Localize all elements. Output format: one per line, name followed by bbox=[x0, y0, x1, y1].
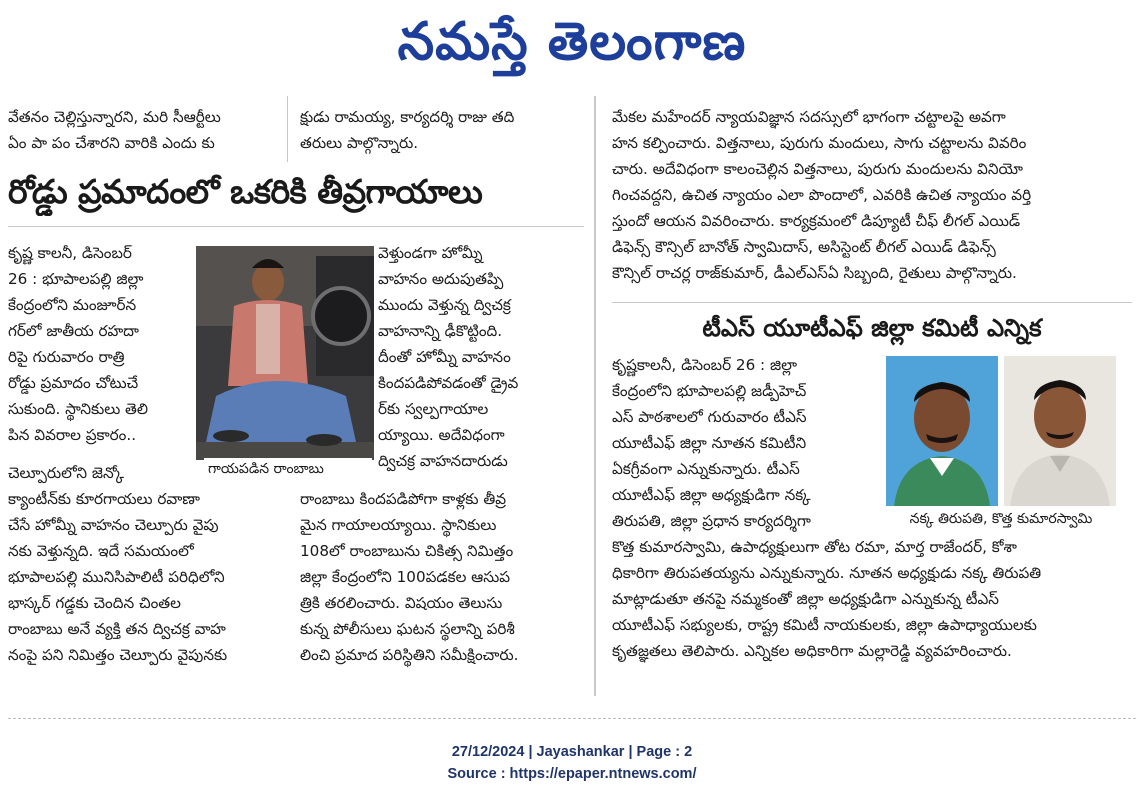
right-top-text bbox=[612, 104, 1132, 286]
text-line: రిపై గురువారం రాత్రి bbox=[8, 348, 125, 366]
text-line: కొత్త కుమారస్వామి, ఉపాధ్యక్షులుగా తోట రమా, మార్త రాజేందర్, కోశా bbox=[612, 538, 1017, 556]
story2-col bbox=[612, 352, 882, 534]
text-line: యూటీఎఫ్ జిల్లా అధ్యక్షుడిగా నక్క bbox=[612, 486, 811, 504]
text-line: భూపాలపల్లి మునిసిపాలిటీ పరిధిలోని bbox=[8, 568, 225, 586]
text-line: యూటీఎఫ్ సభ్యులకు, రాష్ట్ర కమిటీ నాయకులకు, జిల్లా ఉపాధ్యాయులకు bbox=[612, 616, 1037, 634]
portrait-photo-left bbox=[886, 356, 998, 506]
story1-photo-caption: గాయపడిన రాంబాబు bbox=[204, 458, 372, 480]
footer-source: Source : https://epaper.ntnews.com/ bbox=[447, 766, 697, 782]
text-line: 108లో రాంబాబును చికిత్స నిమిత్తం bbox=[300, 542, 514, 560]
text-line: గించవద్దని, ఉచిత న్యాయం ఎలా పొందాలో, ఎవరికి ఉచిత న్యాయం వర్తి bbox=[612, 186, 1032, 204]
text-line: చారు. అదేవిధంగా కాలంచెల్లిన విత్తనాలు, పురుగు మందులను వినియో bbox=[612, 160, 1023, 178]
top-left-col2 bbox=[300, 104, 584, 156]
text-line: భాస్కర్ గడ్డకు చెందిన చింతల bbox=[8, 594, 181, 612]
text-line: నకు వెళ్తున్నది. ఇదే సమయంలో bbox=[8, 542, 194, 560]
masthead-logo: నమస్తే తెలంగాణ bbox=[397, 12, 747, 72]
column-divider-left bbox=[287, 96, 288, 162]
text-line: వాహనం అదుపుతప్పి bbox=[378, 270, 504, 288]
text-line: చేసే హోమ్నీ వాహనం చెల్పూరు వైపు bbox=[8, 516, 219, 534]
text-line: మాట్లాడుతూ తనపై నమ్మకంతో జిల్లా అధ్యక్షుడిగా ఎన్నుకున్న టీఎస్ bbox=[612, 590, 999, 608]
text-line: య్యాయి. అదేవిధంగా bbox=[378, 426, 505, 444]
text-line: ర్‌కు స్వల్పగాయాల bbox=[378, 400, 489, 418]
text-line: మైన గాయాలయ్యాయి. స్థానికులు bbox=[300, 516, 497, 534]
text-line: పిన వివరాల ప్రకారం.. bbox=[8, 426, 137, 444]
text-line: ముందు వెళ్తున్న ద్విచక్ర bbox=[378, 296, 511, 314]
injured-man-photo bbox=[196, 246, 374, 460]
story2-photo-caption: నక్క తిరుపతి, కొత్త కుమారస్వామి bbox=[886, 508, 1116, 530]
page-bottom-rule bbox=[8, 718, 1136, 719]
text-line: తరులు పాల్గొన్నారు. bbox=[300, 134, 419, 152]
text-line: రాంబాబు అనే వ్యక్తి తన ద్విచక్ర వాహ bbox=[8, 620, 226, 638]
story1-lower-right bbox=[300, 486, 584, 668]
text-line: క్యాంటీన్‌కు కూరగాయలు రవాణా bbox=[8, 490, 200, 508]
text-line: కృష్ణకాలనీ, డిసెంబర్ 26 : జిల్లా bbox=[612, 356, 798, 374]
text-line: దీంతో హోమ్నీ వాహనం bbox=[378, 348, 511, 366]
text-line: లించి ప్రమాద పరిస్థితిని సమీక్షించారు. bbox=[300, 646, 519, 664]
story1-col1 bbox=[8, 240, 192, 448]
footer-date-edition: 27/12/2024 | Jayashankar | Page : 2 bbox=[451, 744, 693, 760]
text-line: రోడ్డు ప్రమాదం చోటుచే bbox=[8, 374, 139, 392]
text-line: వాహనాన్ని ఢీకొట్టింది. bbox=[378, 322, 503, 340]
text-line: కిందపడిపోవడంతో డ్రైవ bbox=[378, 374, 519, 392]
text-line: 26 : భూపాలపల్లి జిల్లా bbox=[8, 270, 144, 288]
text-line: కృష్ణ కాలనీ, డిసెంబర్ bbox=[8, 244, 132, 262]
text-line: చెల్పూరులోని జెన్కో bbox=[8, 464, 125, 482]
story2-headline: టీఎస్ యూటీఎఫ్ జిల్లా కమిటీ ఎన్నిక bbox=[702, 314, 1042, 342]
top-left-col1 bbox=[8, 104, 276, 156]
text-line: కేంద్రంలోని భూపాలపల్లి జడ్పీహెచ్ bbox=[612, 382, 807, 400]
text-line: ధికారిగా తిరుపతయ్యను ఎన్నుకున్నారు. నూతన అధ్యక్షుడు నక్క తిరుపతి bbox=[612, 564, 1042, 582]
text-line: ద్విచక్ర వాహనదారుడు bbox=[378, 452, 508, 470]
text-line: తిరుపతి, జిల్లా ప్రధాన కార్యదర్శిగా bbox=[612, 512, 811, 530]
text-line: డిఫెన్స్ కౌన్సిల్ బానోత్ స్వామిదాస్, అసిస్టెంట్ లీగల్ ఎయిడ్ డిఫెన్స్ bbox=[612, 238, 996, 256]
text-line: త్రికి తరలించారు. విషయం తెలుసు bbox=[300, 594, 503, 612]
text-line: మేకల మహేందర్ న్యాయవిజ్ఞాన సదస్సులో భాగంగా చట్టాలపై అవగా bbox=[612, 108, 1006, 126]
story2-photo-right bbox=[1004, 356, 1116, 506]
story2-photo-left bbox=[886, 356, 998, 506]
text-line: నంపై పని నిమిత్తం చెల్పూరు వైపునకు bbox=[8, 646, 228, 664]
text-line: హన కల్పించారు. విత్తనాలు, పురుగు మందులు, సాగు చట్టాలను వివరిం bbox=[612, 134, 1027, 152]
text-line: ఎస్ పాఠశాలలో గురువారం టీఎస్ bbox=[612, 408, 807, 426]
column-divider-center bbox=[594, 96, 596, 696]
story-divider bbox=[8, 226, 584, 227]
story1-col2 bbox=[378, 240, 584, 474]
text-line: స్తుందో ఆయన వివరించారు. కార్యక్రమంలో డిప్యూటీ చీఫ్ లీగల్ ఎయిడ్ bbox=[612, 212, 1021, 230]
text-line: కౌన్సిల్ రాచర్ల రాజ్‌కుమార్, డీఎల్‌ఎస్‌ఏ సిబ్బంది, రైతులు పాల్గొన్నారు. bbox=[612, 264, 1017, 282]
text-line: వేతనం చెల్లిస్తున్నారని, మరి సీఆర్టీలు bbox=[8, 108, 221, 126]
text-line: కేంద్రంలోని మంజూర్‌న bbox=[8, 296, 137, 314]
story1-headline: రోడ్డు ప్రమాదంలో ఒకరికి తీవ్రగాయాలు bbox=[8, 172, 483, 211]
text-line: కున్న పోలీసులు ఘటన స్థలాన్ని పరిశీ bbox=[300, 620, 515, 638]
text-line: క్షుడు రామయ్య, కార్యదర్శి రాజు తది bbox=[300, 108, 515, 126]
text-line: ఏకగ్రీవంగా ఎన్నుకున్నారు. టీఎస్ bbox=[612, 460, 800, 478]
story1-lower-left bbox=[8, 460, 276, 668]
text-line: వెళ్తుండగా హోమ్నీ bbox=[378, 244, 483, 262]
text-line: కృతజ్ఞతలు తెలిపారు. ఎన్నికల అధికారిగా మల్లారెడ్డి వ్యవహరించారు. bbox=[612, 642, 1012, 660]
story1-photo bbox=[196, 246, 374, 460]
story2-full-text bbox=[612, 534, 1132, 664]
text-line: సుకుంది. స్థానికులు తెలి bbox=[8, 400, 149, 418]
text-line: గర్‌లో జాతీయ రహదా bbox=[8, 322, 139, 340]
text-line: ఏం పా పం చేశారని వారికి ఎందు కు bbox=[8, 134, 215, 152]
story-divider-right bbox=[612, 302, 1132, 303]
portrait-photo-right bbox=[1004, 356, 1116, 506]
text-line: రాంబాబు కిందపడిపోగా కాళ్లకు తీవ్ర bbox=[300, 490, 506, 508]
text-line: జిల్లా కేంద్రంలోని 100పడకల ఆసుప bbox=[300, 568, 511, 586]
text-line: యూటీఎఫ్ జిల్లా నూతన కమిటీని bbox=[612, 434, 807, 452]
